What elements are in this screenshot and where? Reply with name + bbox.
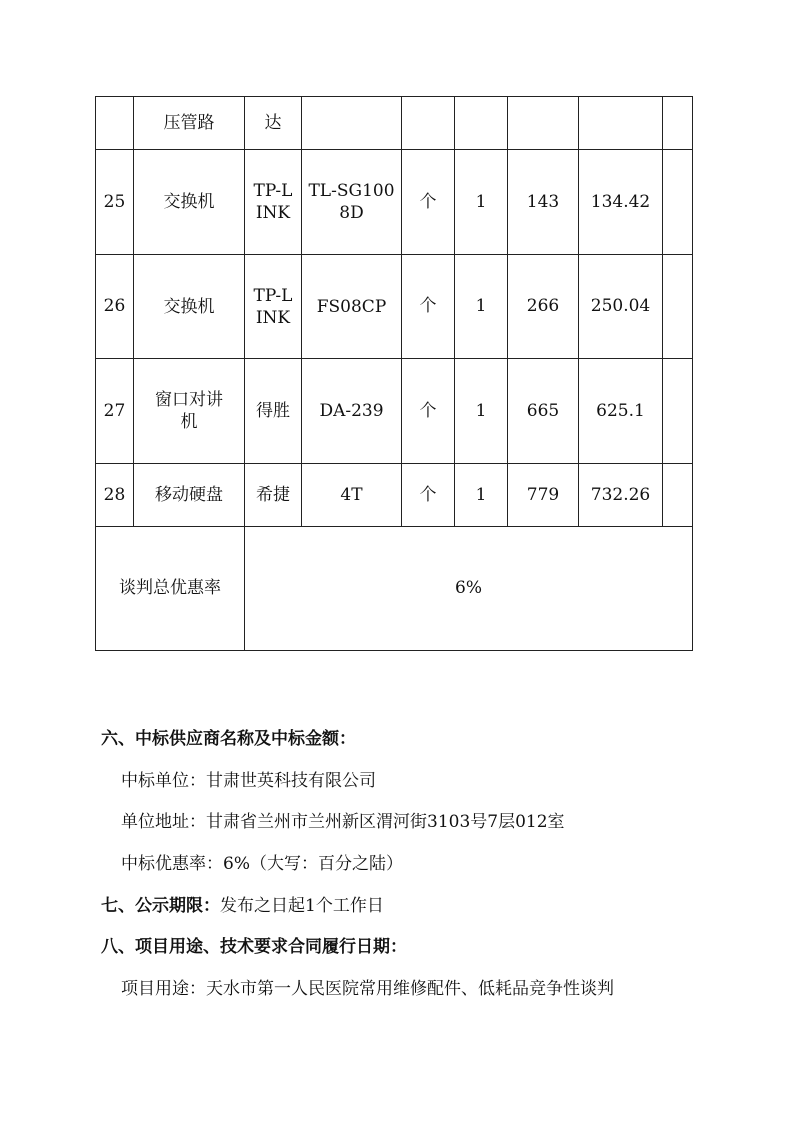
cell-model-line: FS08CP [316,296,387,317]
cell-unit: 个 [402,464,455,527]
table-row [96,464,693,527]
cell-model [302,464,402,527]
cell-name-line: 压管路 [163,113,215,133]
cell-price: 143 [508,150,579,255]
cell-discounted [579,97,663,150]
cell-discounted: 250.04 [579,255,663,359]
cell-name-line: 交换机 [163,296,215,317]
cell-qty [455,97,508,150]
winner-name: 中标单位：甘肃世英科技有限公司 [121,771,376,791]
summary-value: 6% [245,527,693,651]
cell-qty: 1 [455,359,508,464]
summary-label: 谈判总优惠率 [96,527,245,651]
cell-discounted: 134.42 [579,150,663,255]
cell-brand [245,464,302,527]
cell-price [508,97,579,150]
cell-no: 26 [96,255,134,359]
cell-model [302,97,402,150]
cell-name-line: 移动硬盘 [155,485,223,505]
cell-brand-line: TP-L [253,181,293,201]
cell-extra [663,150,693,255]
table-row [96,97,693,150]
cell-qty: 1 [455,255,508,359]
cell-brand-line: TP-L [253,285,293,306]
cell-price: 665 [508,359,579,464]
cell-brand [245,150,302,255]
cell-brand [245,255,302,359]
cell-price: 266 [508,255,579,359]
cell-discounted: 732.26 [579,464,663,527]
cell-model [302,150,402,255]
cell-no: 27 [96,359,134,464]
cell-name-line: 机 [180,412,198,432]
cell-brand-line: INK [255,203,291,223]
cell-extra [663,97,693,150]
cell-model-line: DA-239 [319,401,384,421]
cell-no [96,97,134,150]
project-purpose: 项目用途：天水市第一人民医院常用维修配件、低耗品竞争性谈判 [121,979,614,999]
cell-name [134,359,245,464]
table-row [96,150,693,255]
cell-qty: 1 [455,150,508,255]
section7-text: 发布之日起1个工作日 [220,896,384,916]
cell-model-line: 4T [340,485,363,505]
cell-no: 28 [96,464,134,527]
cell-extra [663,255,693,359]
cell-brand [245,359,302,464]
cell-extra [663,359,693,464]
cell-name-line: 交换机 [163,192,215,212]
cell-brand-line: 得胜 [256,401,290,421]
cell-model-line: TL-SG100 [308,181,395,201]
cell-brand-line: 希捷 [256,485,290,505]
cell-model [302,359,402,464]
cell-unit: 个 [402,255,455,359]
summary-row [96,527,693,651]
section6-heading: 六、中标供应商名称及中标金额： [101,729,356,749]
winner-address: 单位地址：甘肃省兰州市兰州新区渭河街3103号7层012室 [121,812,565,832]
cell-unit: 个 [402,359,455,464]
table-row [96,255,693,359]
cell-price: 779 [508,464,579,527]
table-row [96,359,693,464]
cell-name [134,150,245,255]
cell-brand [245,97,302,150]
cell-name [134,464,245,527]
cell-name [134,255,245,359]
cell-qty: 1 [455,464,508,527]
cell-model [302,255,402,359]
cell-name-line: 窗口对讲 [155,390,223,410]
cell-extra [663,464,693,527]
section7 [101,891,793,916]
section8-heading: 八、项目用途、技术要求合同履行日期： [101,937,407,957]
cell-discounted: 625.1 [579,359,663,464]
cell-model-line: 8D [339,203,364,223]
items-table [95,96,693,651]
section7-heading: 七、公示期限： [101,896,220,916]
cell-unit [402,97,455,150]
cell-name [134,97,245,150]
winner-discount: 中标优惠率：6%（大写：百分之陆） [121,854,403,874]
cell-unit: 个 [402,150,455,255]
cell-brand-line: 达 [264,113,282,133]
cell-brand-line: INK [255,307,291,328]
cell-no: 25 [96,150,134,255]
